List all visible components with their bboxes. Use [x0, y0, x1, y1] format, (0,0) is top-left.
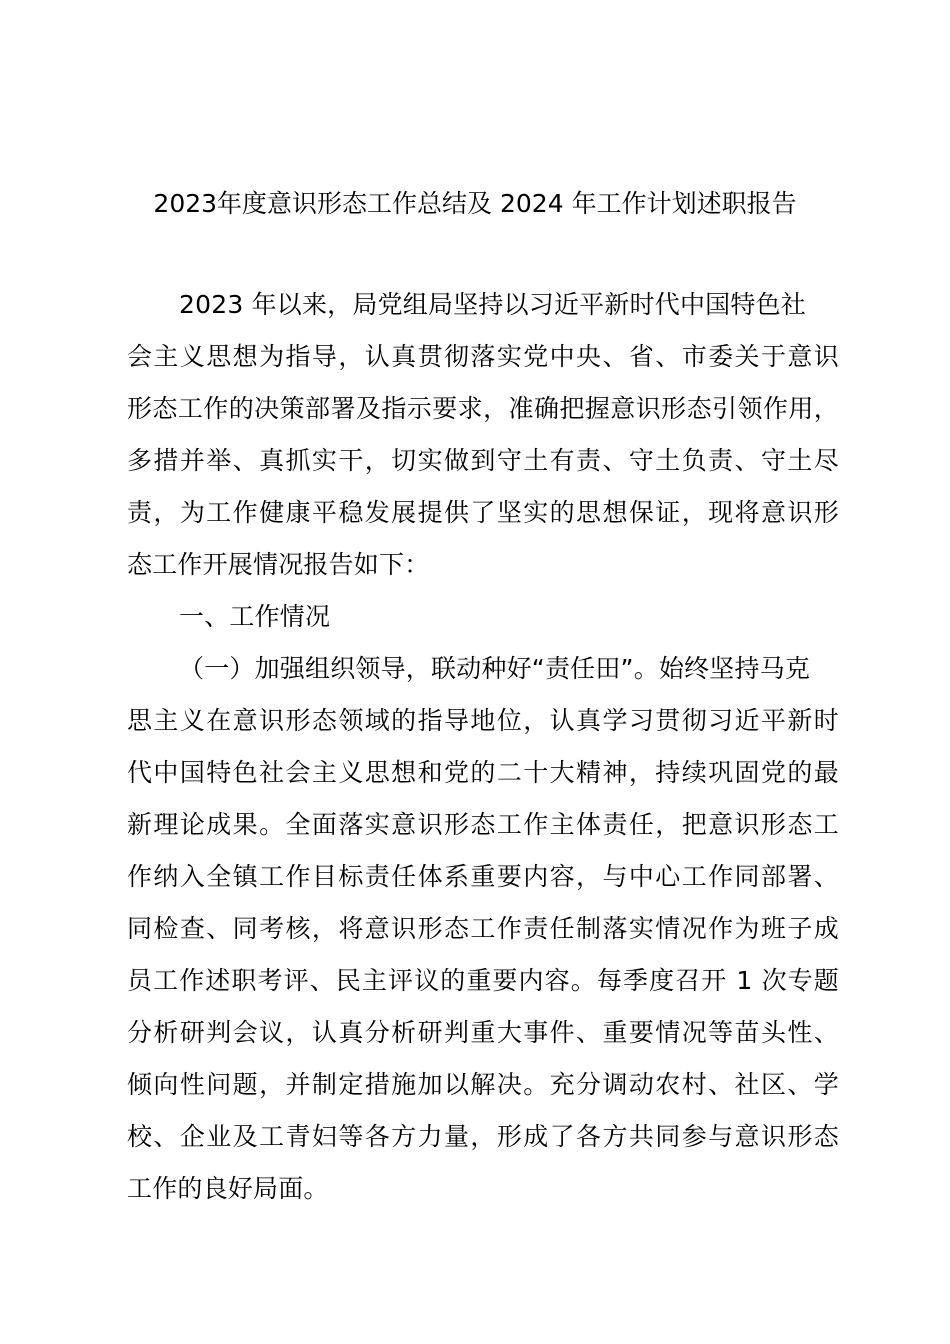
paragraph-line: 新理论成果。全面落实意识形态工作主体责任，把意识形态工 — [127, 810, 839, 839]
paragraph-line: 分析研判会议，认真分析研判重大事件、重要情况等苗头性、 — [127, 1018, 839, 1047]
paragraph-line: 倾向性问题，并制定措施加以解决。充分调动农村、社区、学 — [127, 1070, 839, 1099]
paragraph-line: 责，为工作健康平稳发展提供了坚实的思想保证，现将意识形 — [127, 498, 839, 527]
paragraph-line: 多措并举、真抓实干，切实做到守土有责、守土负责、守土尽 — [127, 446, 839, 475]
paragraph-line: 作纳入全镇工作目标责任体系重要内容，与中心工作同部署、 — [127, 862, 839, 891]
intro-paragraph — [127, 279, 839, 591]
section-heading — [127, 591, 839, 643]
paragraph-line: （一）加强组织领导，联动种好“责任田”。始终坚持马克 — [179, 654, 811, 683]
document-title: 2023年度意识形态工作总结及 2024 年工作计划述职报告 — [153, 189, 797, 218]
paragraph-line: 态工作开展情况报告如下： — [127, 550, 430, 579]
section-heading-text: 一、工作情况 — [179, 602, 331, 631]
subsection-paragraph — [127, 643, 839, 1215]
paragraph-line: 代中国特色社会主义思想和党的二十大精神，持续巩固党的最 — [127, 758, 839, 787]
paragraph-line: 2023 年以来，局党组局坚持以习近平新时代中国特色社 — [179, 290, 806, 319]
paragraph-line: 思主义在意识形态领域的指导地位，认真学习贯彻习近平新时 — [127, 706, 839, 735]
paragraph-line: 员工作述职考评、民主评议的重要内容。每季度召开 1 次专题 — [127, 966, 839, 995]
paragraph-line: 形态工作的决策部署及指示要求，准确把握意识形态引领作用， — [127, 394, 839, 423]
paragraph-line: 同检查、同考核，将意识形态工作责任制落实情况作为班子成 — [127, 914, 839, 943]
paragraph-line: 校、企业及工青妇等各方力量，形成了各方共同参与意识形态 — [127, 1122, 839, 1151]
paragraph-line: 工作的良好局面。 — [127, 1174, 329, 1203]
paragraph-line: 会主义思想为指导，认真贯彻落实党中央、省、市委关于意识 — [127, 342, 839, 371]
